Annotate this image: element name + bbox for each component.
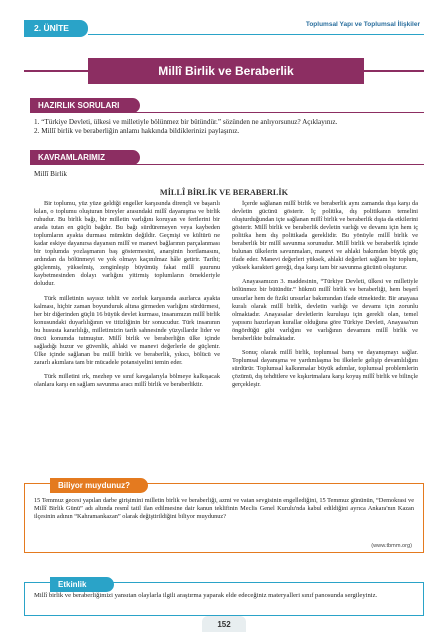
left-paragraph-3: Türk milletini ırk, mezhep ve sınıf kavgalarıyla bölmeye kalkışacak olanlara karşı en sağlam savunma aracı millî birlik ve beraberliktir. [34,372,220,388]
preparation-question-1: 1. “Türkiye Devleti, ülkesi ve milletiyle bölünmez bir bütündür.” sözünden ne anlıyorsunuz? Açıklayınız. [34,118,338,126]
right-paragraph-1: İçerde sağlanan millî birlik ve beraberlik aynı zamanda dışa karşı da devletin gücünü gösterir. İç politika, dış politikanın temelini oluşturduğundan içte sağlanan millî birlik ve beraberlik dışta da etkilerini gösterir. Millî birlik ve beraberlik devletin varlığı ve devamı için hem iç politika hem dış politikada gereklidir. Bu yönüyle millî birlik ve beraberlik bir millî savunma sorunudur. Millî birlik ve beraberlik içinde bulunan ülkelerin savunmaları, manevi ve ahlaki bakımdan büyük güç ifade eder. Manevi değerleri yüksek, ahlaki değerleri sağlam bir toplum, yüksek karakteri gereği, dışa karşı tam bir savunma gücünü oluşturur. [232,200,418,272]
concepts-rule [30,164,424,165]
title-rule-left [24,70,88,72]
right-column [232,200,418,395]
source-citation: (www.tbmm.org) [371,543,412,549]
page-title: Millî Birlik ve Beraberlik [88,58,364,84]
page-number: 152 [202,616,246,632]
did-you-know-text: 15 Temmuz gecesi yapılan darbe girişimini milletin birlik ve beraberliği, azmi ve vatan sevgisinin engellediğini, 15 Temmuz gününün, “Demokrasi ve Millî Birlik Günü” adı altında resmî tatil ilan edilmesine dair kanun teklifinin Meclis Genel Kurulu'nda kabul edildiğini ayrıca Ankara'nın Kazan ilçesinin adının “Kahramankazan” olarak değiştirildiğini biliyor muydunuz? [34,497,414,521]
activity-label: Etkinlik [50,577,114,592]
left-column [34,200,220,395]
left-paragraph-1: Bir toplumu, yüz yüze geldiği engeller karşısında dirençli ve başarılı kılan, o toplumu oluşturan bireyler arasındaki millî dayanışma ve birlik ruhudur. Bu birlik bağı, bir milletin varlığını koruyan ve fertlerini bir arada tutan en güçlü bağdır. Bu bağı sürdüremeyen veya kaybeden toplumların ayakta durması mümkün değildir. Geçmişi ve kültürü ne kadar eskiye dayanırsa dayansın millî ve manevi bağlarının parçalanması bir toplumda yozlaşmanın baş göstermesini, anarşinin hortlamasını, ardından da bölünmeyi ve yok olmayı kaçınılmaz hâle getirir. Tarihi; güçlenmiş, yükselmiş, zenginleşip büyümüş fakat millî şuurunu kaybetmesinden dolayı varlığını yitirmiş toplumların örnekleriyle doludur. [34,200,220,288]
preparation-question-2: 2. Millî birlik ve beraberliğin anlamı hakkında bildiklerinizi paylaşınız. [34,127,240,135]
chapter-title: Toplumsal Yapı ve Toplumsal İlişkiler [305,21,420,28]
activity-text: Millî birlik ve beraberliğimizi yansıtan olaylarla ilgili araştırma yaparak elde edeceğiniz materyalleri sınıf panosunda sergileyiniz. [34,592,378,599]
did-you-know-label: Biliyor muydunuz? [50,478,148,493]
preparation-label: HAZIRLIK SORULARI [30,98,140,113]
unit-tab: 2. ÜNİTE [24,20,88,37]
left-paragraph-2: Türk milletinin sayısız tehlit ve zorluk karşısında asırlarca ayakta kalması, hiçbir zaman boyunduruk altına girmeden varlığını sürdürmesi, her bir diğerinden güçlü 16 büyük devlet kurması, insanımızın millî birlik konusundaki duyarlılığının ve titizliğinin bir sonucudur. Türk insanının bu hususta kararlılığı, milletimizin tarih sahnesinde yüzyıllardır lider ve öncü konumda tutmuştur. Millî birlik ve beraberliğin ülke içinde sağladığı huzur ve güvenlik, ahlaki ve manevi değerlerle de güçlenir. Ülke içinde sağlanan bu millî birlik ve beraberlik, yıkıcı, bölücü ve zararlı akımlara tam bir mücadele potansiyelini temin eder. [34,294,220,366]
header-divider [88,34,424,35]
section-title: MİLLÎ BİRLİK VE BERABERLİK [159,188,289,197]
title-rule-right [364,70,424,72]
right-paragraph-3: Sonuç olarak millî birlik, toplumsal barış ve dayanışmayı sağlar. Toplumsal dayanışma ve yardımlaşma bu ilkelerle gelişip devamlılığını sürdürür. Toplumsal kalkınmalar büyük adımlar, toplumsal problemlerin çözümü, dış tehditlere ve kışkırtmalara karşı koyuş millî birlik ve bilinçle gerçekleşir. [232,348,418,388]
concepts-label: KAVRAMLARIMIZ [30,150,140,165]
right-paragraph-2: Anayasamızın 3. maddesinin, “Türkiye Devleti, ülkesi ve milletiyle bölünmez bir bütündür.” hükmü millî birlik ve beraberliği, hem beşerî unsurlar hem de fiziki unsurlar bakımından ifade etmektedir. Bir anayasa kuralı olarak millî birlik, devletin varlığı ve devamı için zorunlu olmaktadır. Anayasalar devletlerin kuruluşu için gerekli olan, temel yapısını hazırlayan kurallar olduğuna göre Türkiye Devleti, Anayasa'nın öngördüğü gibi varlığını ve varlığının devamını millî birlik ve beraberlikte bulmaktadır. [232,278,418,342]
concept-item: Millî Birlik [34,170,67,178]
preparation-rule [30,112,424,113]
